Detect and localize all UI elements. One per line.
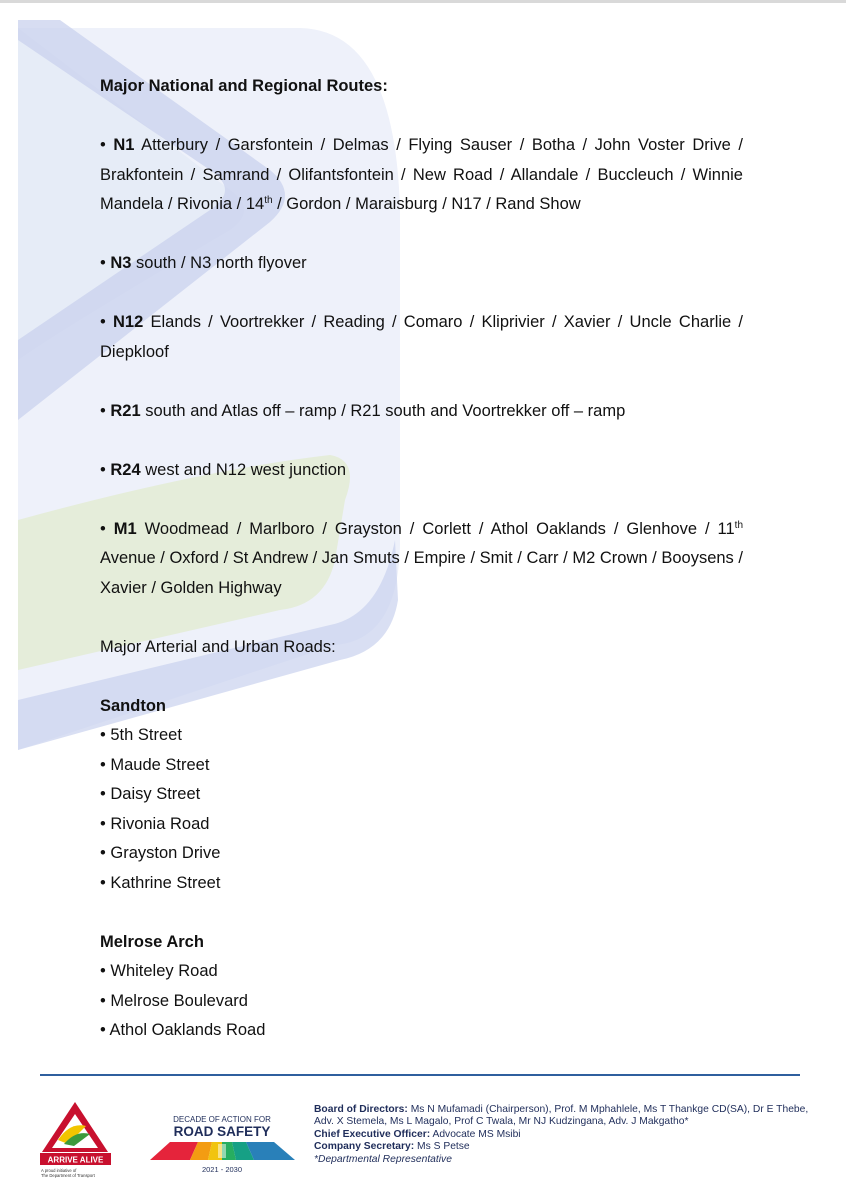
route-r24 (100, 456, 743, 486)
bullet: • (100, 844, 106, 862)
bullet: • (100, 991, 106, 1010)
board-members: Ms N Mufamadi (Chairperson), Prof. M Mphahlele, Ms T Thankge CD(SA), Dr E Thebe, Adv. X Stemela, Ms L Magalo, Prof C Twala, Mr NJ Kudzingana, Adv. J Makgatho* (314, 1104, 809, 1128)
ordinal-suffix: th (734, 519, 744, 531)
route-code: N1 (113, 136, 135, 154)
board-of-directors (314, 1104, 814, 1129)
street-name: Grayston Drive (110, 844, 221, 862)
ordinal-suffix: th (264, 195, 273, 206)
street-name: Maude Street (110, 755, 210, 774)
document-body (100, 72, 743, 1046)
decade-line-2: ROAD SAFETY (173, 1124, 271, 1139)
arrive-alive-tagline-1: A proud initiative of (41, 1168, 77, 1173)
arrive-alive-logo (38, 1100, 113, 1180)
decade-road-safety-logo (150, 1112, 295, 1176)
route-text-tail: / Gordon / Maraisburg / N17 / Rand Show (272, 195, 581, 213)
list-item (100, 721, 743, 751)
departmental-note (314, 1154, 814, 1166)
footer-divider (40, 1074, 800, 1076)
route-n3 (100, 249, 743, 279)
ceo-label: Chief Executive Officer: (314, 1128, 431, 1140)
route-code: M1 (113, 519, 137, 538)
decade-years: 2021 - 2030 (201, 1165, 243, 1174)
route-text: Atterbury / Garsfontein / Delmas / Flying Sauser / Botha / John Voster Drive / Brakfontein / Samrand / Olifantsfontein / New Road / Allandale / Buccleuch / Winnie Mandela / Rivonia / 14 (100, 136, 743, 213)
board-info (314, 1104, 814, 1166)
bullet: • (100, 726, 106, 744)
route-text: west and N12 west junction (140, 460, 347, 479)
bullet: • (100, 962, 106, 980)
arrive-alive-tagline-2: The Department of Transport (41, 1173, 95, 1178)
bullet: • (100, 1021, 106, 1039)
bullet: • (100, 136, 106, 154)
list-item (100, 810, 743, 840)
route-text: south / N3 north flyover (131, 254, 307, 272)
list-item (100, 839, 743, 869)
heading-major-routes: Major National and Regional Routes: (100, 77, 388, 95)
list-item (100, 780, 743, 810)
melrose-arch-heading: Melrose Arch (100, 932, 204, 951)
street-name: 5th Street (110, 726, 182, 744)
route-n12 (100, 308, 743, 367)
heading-arterial-roads: Major Arterial and Urban Roads: (100, 637, 336, 656)
decade-line-1: DECADE OF ACTION FOR (173, 1115, 271, 1124)
route-code: N12 (113, 313, 144, 331)
note-text: *Departmental Representative (314, 1153, 452, 1165)
arrive-alive-name: ARRIVE ALIVE (47, 1155, 104, 1165)
ceo-name: Advocate MS Msibi (430, 1128, 521, 1140)
list-item (100, 957, 743, 987)
list-item (100, 869, 743, 899)
route-code: R21 (110, 401, 141, 420)
street-name: Rivonia Road (110, 814, 210, 833)
secretary-label: Company Secretary: (314, 1141, 415, 1153)
list-item (100, 987, 743, 1017)
route-code: R24 (110, 460, 141, 479)
route-text: Woodmead / Marlboro / Grayston / Corlett / Athol Oaklands / Glenhove / 11 (136, 519, 735, 538)
bullet: • (100, 401, 106, 420)
list-item (100, 1016, 743, 1046)
chief-executive (314, 1129, 814, 1141)
bullet: • (100, 254, 106, 272)
route-text: Elands / Voortrekker / Reading / Comaro / Kliprivier / Xavier / Uncle Charlie / Diepkloof (100, 313, 743, 361)
bullet: • (100, 755, 106, 774)
bullet: • (100, 814, 106, 833)
route-m1 (100, 515, 743, 604)
board-label: Board of Directors: (314, 1104, 408, 1115)
street-name: Athol Oaklands Road (109, 1021, 266, 1039)
route-text-tail: Avenue / Oxford / St Andrew / Jan Smuts / Empire / Smit / Carr / M2 Crown / Booysens / Xavier / Golden Highway (100, 549, 743, 597)
street-name: Melrose Boulevard (110, 991, 248, 1010)
bullet: • (100, 519, 106, 538)
route-n1 (100, 131, 743, 220)
route-text: south and Atlas off – ramp / R21 south and Voortrekker off – ramp (140, 401, 626, 420)
list-item (100, 751, 743, 781)
bullet: • (100, 460, 106, 479)
bullet: • (100, 785, 106, 803)
company-secretary (314, 1141, 814, 1153)
sandton-heading: Sandton (100, 696, 166, 715)
bullet: • (100, 873, 106, 892)
route-r21 (100, 397, 743, 427)
street-name: Daisy Street (110, 785, 201, 803)
route-code: N3 (110, 254, 132, 272)
bullet: • (100, 313, 106, 331)
street-name: Whiteley Road (110, 962, 218, 980)
street-name: Kathrine Street (110, 873, 221, 892)
secretary-name: Ms S Petse (414, 1141, 470, 1153)
